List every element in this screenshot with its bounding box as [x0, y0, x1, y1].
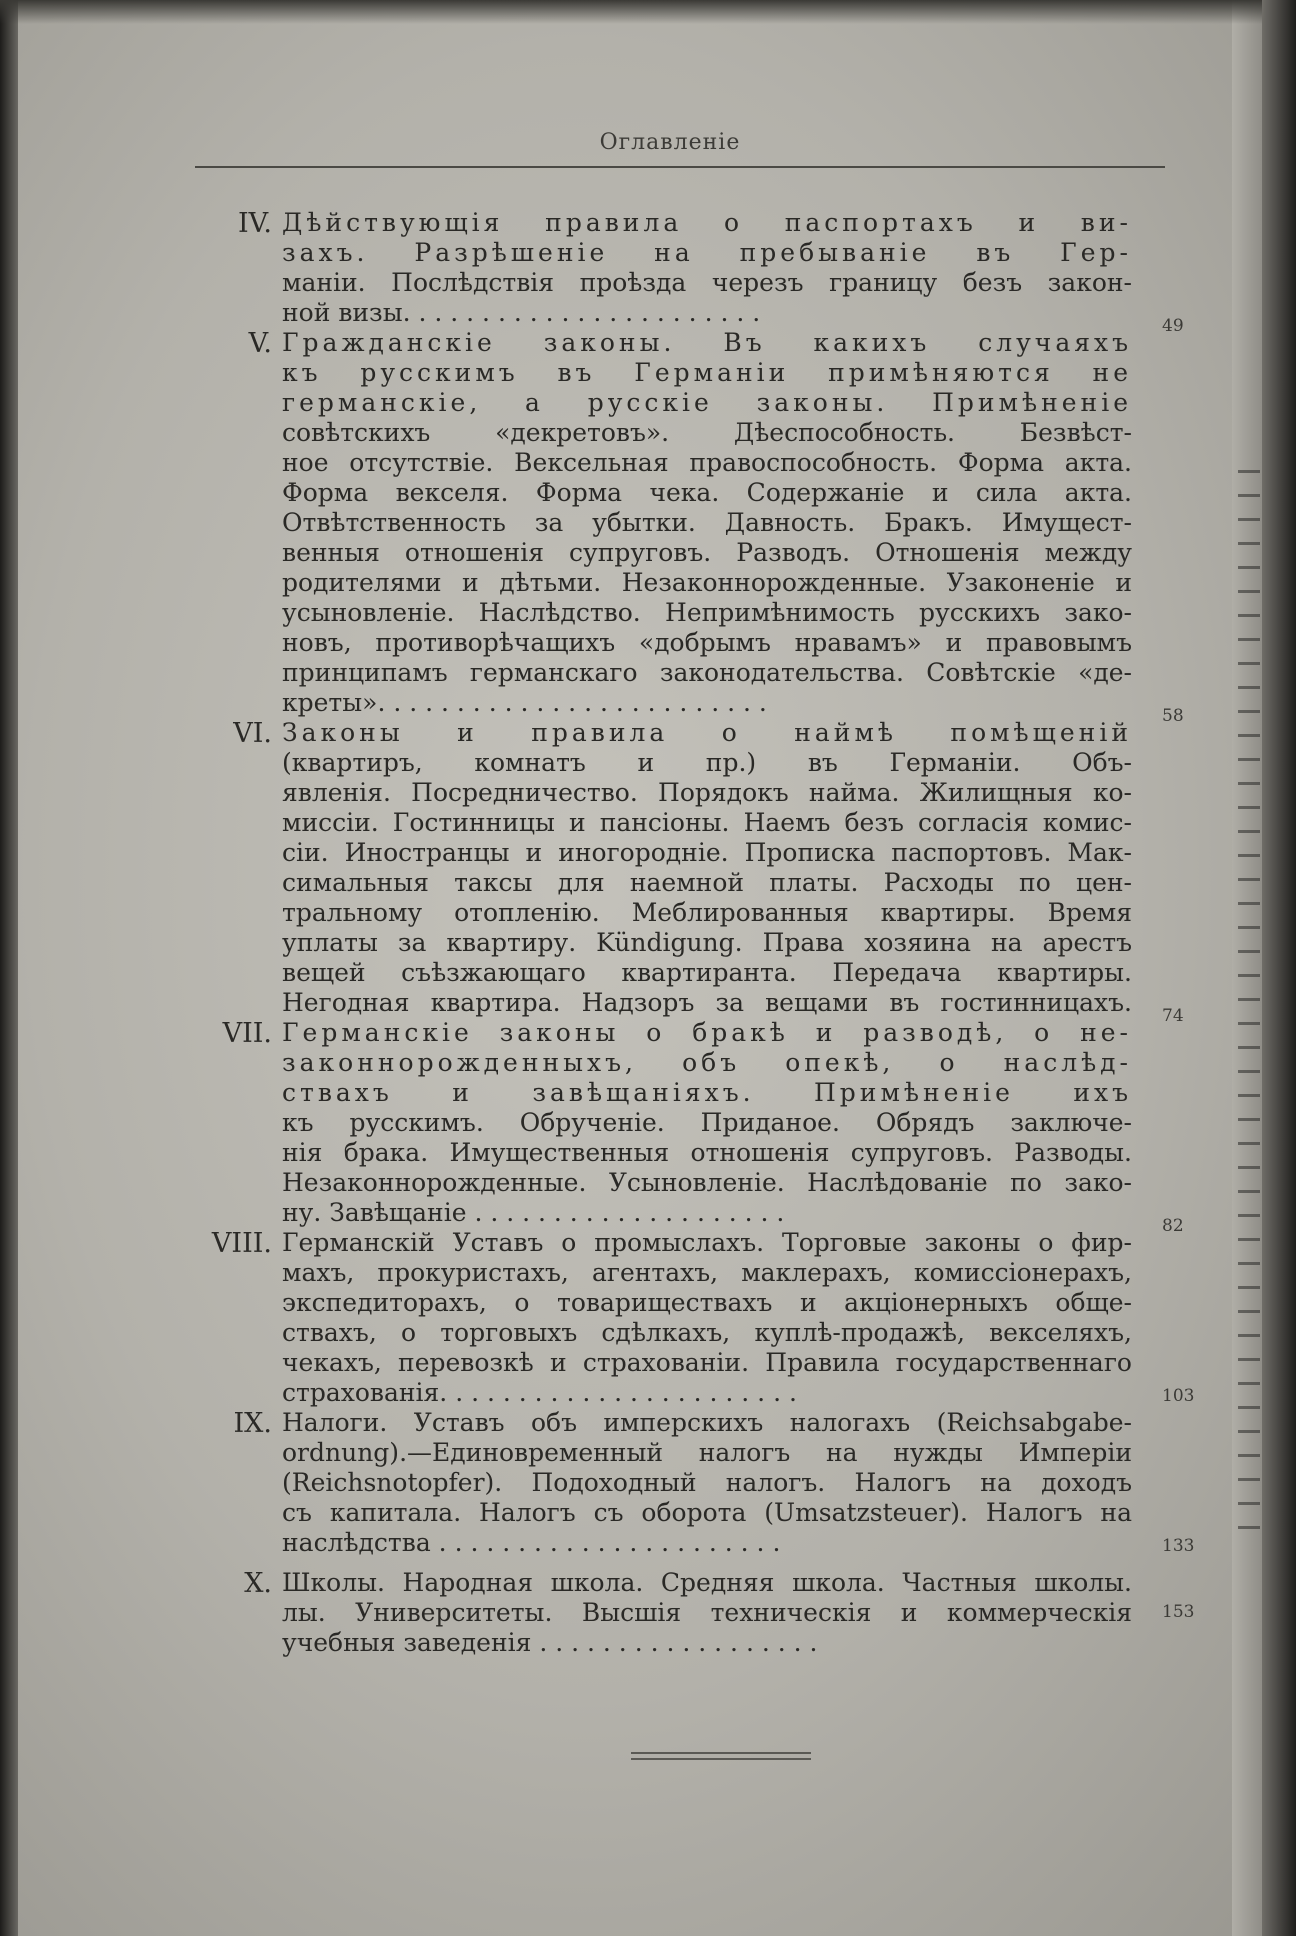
chapter-description [282, 1408, 1132, 1558]
toc-line: миссіи. Гостинницы и пансіоны. Наемъ безъ согласія комис- [282, 808, 1132, 837]
toc-line: венныя отношенія супруговъ. Разводъ. Отношенія между [282, 538, 1132, 567]
toc-line: махъ, прокуристахъ, агентахъ, маклерахъ, комиссіонерахъ, [282, 1258, 1132, 1287]
toc-line: Отвѣтственность за убытки. Давность. Бракъ. Имущест- [282, 508, 1132, 537]
toc-line: креты». . . . . . . . . . . . . . . . . . . . . . . . . [282, 688, 767, 717]
toc-line: совѣтскихъ «декретовъ». Дѣеспособность. Безвѣст- [282, 418, 1132, 447]
page-number: 133 [1162, 1536, 1195, 1556]
chapter-number: VIII. [211, 1228, 272, 1259]
toc-line: ordnung).—Единовременный налогъ на нужды Имперіи [282, 1438, 1132, 1467]
chapter-description [282, 328, 1132, 718]
ornament-line [631, 1758, 811, 1760]
toc-line: родителями и дѣтьми. Незаконнорожденные. Узаконеніе и [282, 568, 1132, 597]
toc-line: Законы и правила о наймѣ помѣщеній [282, 718, 1132, 747]
page-title: Оглавленіе [599, 130, 741, 155]
toc-line: законнорожденныхъ, объ опекѣ, о наслѣд- [282, 1048, 1132, 1077]
chapter-number: VI. [233, 718, 272, 749]
toc-line: учебныя заведенія . . . . . . . . . . . . . . . . . . [282, 1628, 818, 1657]
toc-line: ну. Завѣщаніе . . . . . . . . . . . . . . . . . . . . [282, 1198, 785, 1227]
toc-line: наслѣдства . . . . . . . . . . . . . . . . . . . . . . [282, 1528, 781, 1557]
toc-line: сіи. Иностранцы и иногородніе. Прописка паспортовъ. Мак- [282, 838, 1132, 867]
toc-line: ное отсутствіе. Вексельная правоспособность. Форма акта. [282, 448, 1132, 477]
toc-line: явленія. Посредничество. Порядокъ найма. Жилищныя ко- [282, 778, 1132, 807]
chapter-description [282, 208, 1132, 328]
chapter-description [282, 1228, 1132, 1408]
toc-line: новъ, противорѣчащихъ «добрымъ нравамъ» и правовымъ [282, 628, 1132, 657]
chapter-description [282, 718, 1132, 1018]
toc-line: усыновленіе. Наслѣдство. Непримѣнимость русскихъ зако- [282, 598, 1132, 627]
toc-line: Негодная квартира. Надзоръ за вещами въ гостинницахъ. [282, 988, 1132, 1017]
toc-line: Школы. Народная школа. Средняя школа. Частныя школы. [282, 1568, 1132, 1597]
right-shadow [1262, 0, 1296, 1936]
toc-line: ной визы. . . . . . . . . . . . . . . . . . . . . . . [282, 298, 761, 327]
toc-line: Форма векселя. Форма чека. Содержаніе и сила акта. [282, 478, 1132, 507]
toc-line: экспедиторахъ, о товариществахъ и акціонерныхъ обще- [282, 1288, 1132, 1317]
page-number: 58 [1162, 706, 1184, 726]
page-number: 49 [1162, 316, 1184, 336]
toc-line: Незаконнорожденные. Усыновленіе. Наслѣдованіе по зако- [282, 1168, 1132, 1197]
page-number: 153 [1162, 1602, 1195, 1622]
header-rule [195, 166, 1165, 168]
toc-line: Германскій Уставъ о промыслахъ. Торговые законы о фир- [282, 1228, 1132, 1257]
left-shadow [0, 0, 18, 1936]
toc-line: ствахъ, о торговыхъ сдѣлкахъ, куплѣ-продажѣ, векселяхъ, [282, 1318, 1132, 1347]
toc-line: нія брака. Имущественныя отношенія супруговъ. Разводы. [282, 1138, 1132, 1167]
toc-line: Германскіе законы о бракѣ и разводѣ, о не- [282, 1018, 1132, 1047]
toc-line: ствахъ и завѣщаніяхъ. Примѣненіе ихъ [282, 1078, 1132, 1107]
toc-line: съ капитала. Налогъ съ оборота (Umsatzsteuer). Налогъ на [282, 1498, 1132, 1527]
toc-line: Налоги. Уставъ объ имперскихъ налогахъ (Reichsabgabe- [282, 1408, 1132, 1437]
toc-line: къ русскимъ. Обрученіе. Приданое. Обрядъ заключе- [282, 1108, 1132, 1137]
toc-line: Гражданскіе законы. Въ какихъ случаяхъ [282, 328, 1132, 357]
toc-line: вещей съѣзжающаго квартиранта. Передача квартиры. [282, 958, 1132, 987]
chapter-description [282, 1568, 1132, 1658]
chapter-number: IX. [233, 1408, 272, 1439]
chapter-number: V. [248, 328, 272, 359]
chapter-number: IV. [237, 208, 272, 239]
toc-line: лы. Университеты. Высшія техническія и коммерческія [282, 1598, 1132, 1627]
toc-line: къ русскимъ въ Германіи примѣняются не [282, 358, 1132, 387]
end-ornament-rule [631, 1752, 811, 1764]
toc-line: принципамъ германскаго законодательства. Совѣтскіе «де- [282, 658, 1132, 687]
chapter-number: X. [244, 1568, 272, 1599]
toc-line: (Reichsnotopfer). Подоходный налогъ. Налогъ на доходъ [282, 1468, 1132, 1497]
toc-line: Дѣйствующія правила о паспортахъ и ви- [282, 208, 1132, 237]
adjacent-page-text-edge [1238, 470, 1260, 1530]
chapter-description [282, 1018, 1132, 1228]
page-number: 103 [1162, 1386, 1195, 1406]
chapter-number: VII. [222, 1018, 272, 1049]
toc-line: страхованія. . . . . . . . . . . . . . . . . . . . . . . [282, 1378, 797, 1407]
ornament-line [631, 1752, 811, 1754]
toc-line: маніи. Послѣдствія проѣзда черезъ границу безъ закон- [282, 268, 1132, 297]
toc-line: (квартиръ, комнатъ и пр.) въ Германіи. Объ- [282, 748, 1132, 777]
top-shadow [0, 0, 1296, 24]
page-number: 74 [1162, 1006, 1184, 1026]
toc-line: захъ. Разрѣшеніе на пребываніе въ Гер- [282, 238, 1132, 267]
page-number: 82 [1162, 1216, 1184, 1236]
toc-line: германскіе, а русскіе законы. Примѣненіе [282, 388, 1132, 417]
toc-line: тральному отопленію. Меблированныя квартиры. Время [282, 898, 1132, 927]
toc-line: симальныя таксы для наемной платы. Расходы по цен- [282, 868, 1132, 897]
toc-line: уплаты за квартиру. Kündigung. Права хозяина на арестъ [282, 928, 1132, 957]
toc-line: чекахъ, перевозкѣ и страхованіи. Правила государственнаго [282, 1348, 1132, 1377]
